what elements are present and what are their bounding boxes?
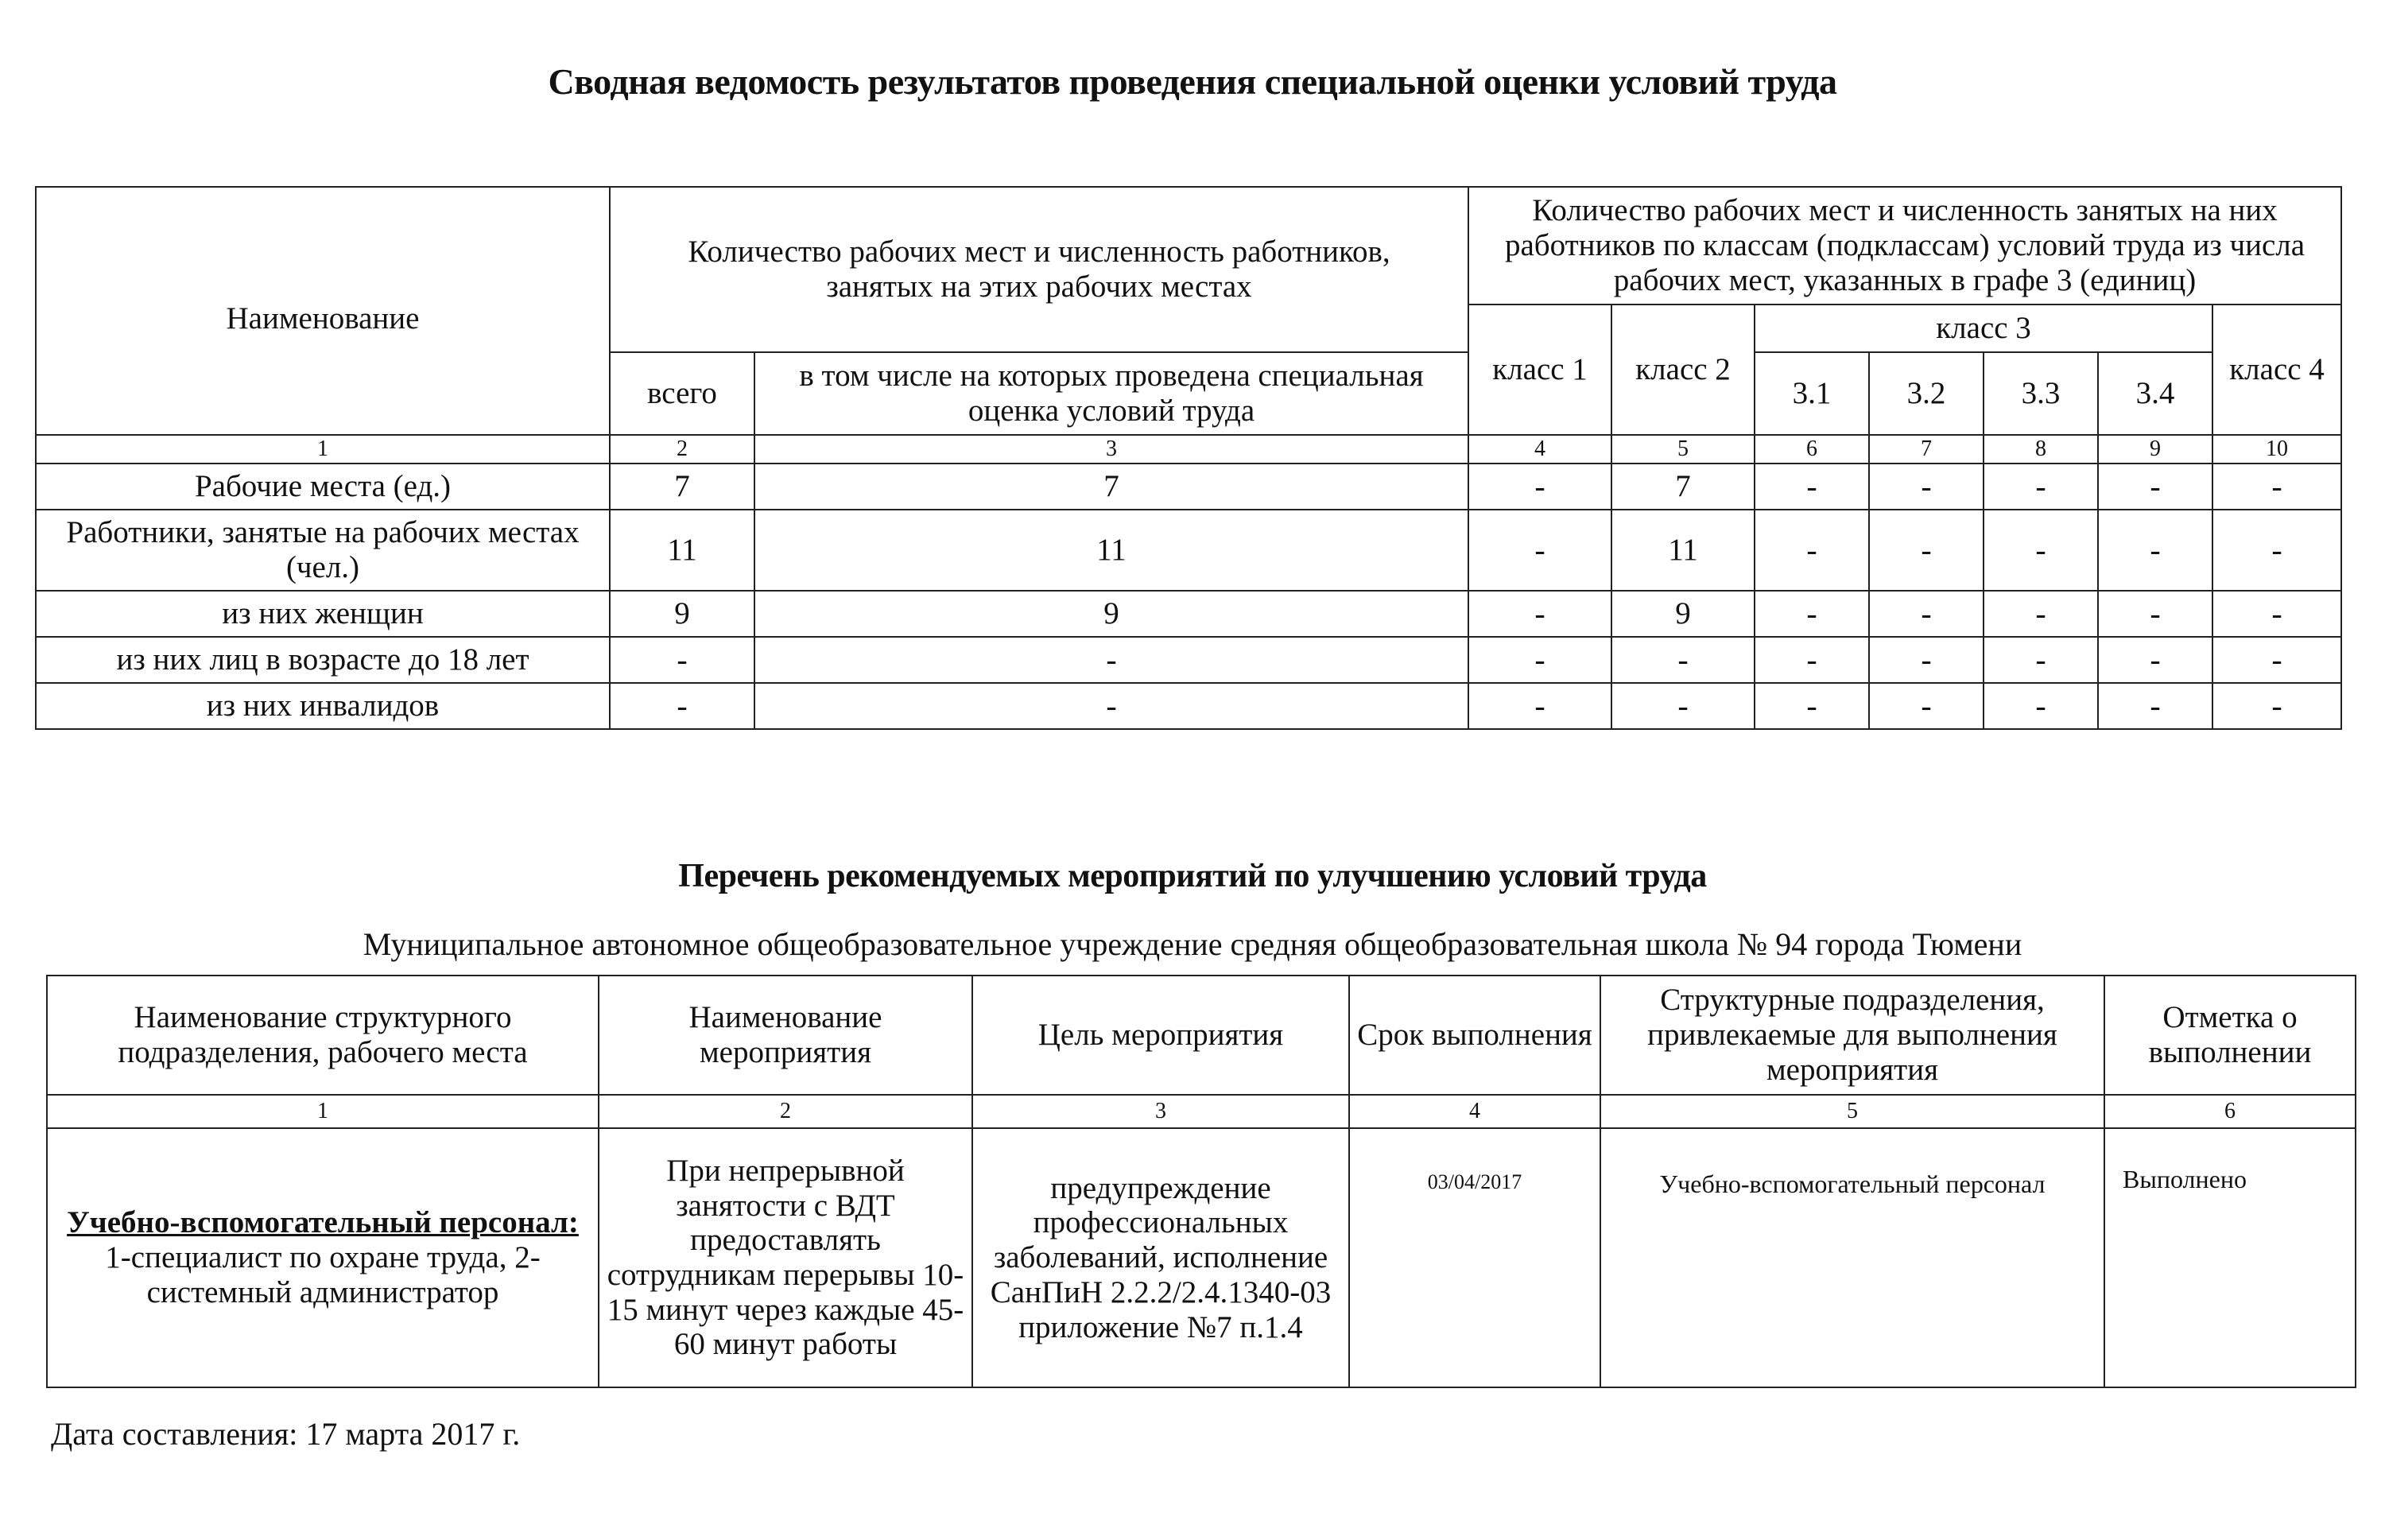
cell-value: - bbox=[2098, 464, 2212, 510]
cell-value: - bbox=[1984, 510, 2098, 591]
cell-value: - bbox=[1611, 637, 1755, 683]
unit-details: 1-специалист по охране труда, 2-системный администратор bbox=[105, 1240, 541, 1309]
goal-cell: предупреждение профессиональных заболеваний, исполнение СанПиН 2.2.2/2.4.1340-03 приложение №7 п.1.4 bbox=[972, 1128, 1349, 1387]
measures-header: Отметка о выполнении bbox=[2104, 976, 2356, 1095]
cell-value: - bbox=[1468, 591, 1611, 637]
measures-header: Наименование мероприятия bbox=[599, 976, 972, 1095]
cell-value: - bbox=[1984, 591, 2098, 637]
table-row bbox=[36, 510, 2341, 591]
measures-header: Наименование структурного подразделения, рабочего места bbox=[47, 976, 599, 1095]
cell-value: - bbox=[1755, 591, 1869, 637]
col-number: 6 bbox=[2104, 1095, 2356, 1128]
row-label: из них лиц в возрасте до 18 лет bbox=[36, 637, 610, 683]
col-number: 2 bbox=[599, 1095, 972, 1128]
col-number: 9 bbox=[2098, 435, 2212, 464]
measures-title: Перечень рекомендуемых мероприятий по улучшению условий труда bbox=[678, 858, 1707, 894]
measures-table bbox=[46, 975, 2356, 1388]
cell-value: 9 bbox=[754, 591, 1468, 637]
measures-header: Структурные подразделения, привлекаемые для выполнения мероприятия bbox=[1600, 976, 2104, 1095]
measure-cell: При непрерывной занятости с ВДТ предоставлять сотрудникам перерывы 10-15 минут через каждые 45-60 минут работы bbox=[599, 1128, 972, 1387]
col-number: 10 bbox=[2212, 435, 2341, 464]
row-label: Работники, занятые на рабочих местах (чел.) bbox=[36, 510, 610, 591]
col-number: 7 bbox=[1869, 435, 1984, 464]
deadline-cell: 03/04/2017 bbox=[1349, 1128, 1600, 1387]
header-sub-3-3: 3.3 bbox=[1984, 352, 2098, 435]
cell-value: 9 bbox=[1611, 591, 1755, 637]
measures-header: Цель мероприятия bbox=[972, 976, 1349, 1095]
cell-value: - bbox=[1468, 464, 1611, 510]
units-cell: Учебно-вспомогательный персонал bbox=[1600, 1128, 2104, 1387]
header-total: всего bbox=[610, 352, 754, 435]
col-number: 5 bbox=[1611, 435, 1755, 464]
cell-value: - bbox=[1869, 637, 1984, 683]
cell-value: - bbox=[2212, 637, 2341, 683]
unit-cell bbox=[47, 1128, 599, 1387]
cell-value: - bbox=[1984, 464, 2098, 510]
cell-value: 7 bbox=[754, 464, 1468, 510]
cell-value: 7 bbox=[1611, 464, 1755, 510]
cell-value: - bbox=[2212, 591, 2341, 637]
col-number: 4 bbox=[1349, 1095, 1600, 1128]
table-row bbox=[36, 637, 2341, 683]
header-sub-3-4: 3.4 bbox=[2098, 352, 2212, 435]
header-group-workplaces: Количество рабочих мест и численность работников, занятых на этих рабочих местах bbox=[610, 187, 1468, 352]
row-label: из них инвалидов bbox=[36, 683, 610, 729]
header-name: Наименование bbox=[36, 187, 610, 435]
cell-value: - bbox=[754, 637, 1468, 683]
unit-title: Учебно-вспомогательный персонал: bbox=[67, 1205, 579, 1240]
table-row bbox=[36, 683, 2341, 729]
cell-value: - bbox=[1468, 510, 1611, 591]
cell-value: - bbox=[2098, 637, 2212, 683]
header-group-classes: Количество рабочих мест и численность занятых на них работников по классам (подклассам) условий труда из числа рабочих мест, указанных в графе 3 (единиц) bbox=[1468, 187, 2341, 305]
col-number: 5 bbox=[1600, 1095, 2104, 1128]
col-number: 2 bbox=[610, 435, 754, 464]
col-number: 6 bbox=[1755, 435, 1869, 464]
cell-value: - bbox=[2098, 510, 2212, 591]
cell-value: - bbox=[1755, 464, 1869, 510]
row-label: из них женщин bbox=[36, 591, 610, 637]
table-row bbox=[36, 591, 2341, 637]
cell-value: - bbox=[2098, 683, 2212, 729]
header-class4: класс 4 bbox=[2212, 305, 2341, 435]
cell-value: 11 bbox=[754, 510, 1468, 591]
cell-value: 7 bbox=[610, 464, 754, 510]
cell-value: - bbox=[1869, 683, 1984, 729]
cell-value: - bbox=[610, 637, 754, 683]
cell-value: - bbox=[1984, 683, 2098, 729]
summary-title: Сводная ведомость результатов проведения специальной оценки условий труда bbox=[548, 61, 1837, 102]
measures-header: Срок выполнения bbox=[1349, 976, 1600, 1095]
status-cell: Выполнено bbox=[2104, 1128, 2356, 1387]
col-number: 3 bbox=[972, 1095, 1349, 1128]
table-row bbox=[47, 1128, 2356, 1387]
cell-value: 11 bbox=[610, 510, 754, 591]
cell-value: - bbox=[1755, 510, 1869, 591]
col-number: 1 bbox=[47, 1095, 599, 1128]
cell-value: - bbox=[1869, 464, 1984, 510]
cell-value: - bbox=[1869, 591, 1984, 637]
cell-value: 9 bbox=[610, 591, 754, 637]
cell-value: - bbox=[2212, 683, 2341, 729]
organization-name: Муниципальное автономное общеобразовательное учреждение средняя общеобразовательная школа № 94 города Тюмени bbox=[363, 926, 2022, 962]
cell-value: - bbox=[1755, 637, 1869, 683]
cell-value: - bbox=[1755, 683, 1869, 729]
header-class2: класс 2 bbox=[1611, 305, 1755, 435]
header-sub-3-2: 3.2 bbox=[1869, 352, 1984, 435]
compiled-date: Дата составления: 17 марта 2017 г. bbox=[51, 1416, 521, 1452]
cell-value: - bbox=[2212, 510, 2341, 591]
col-number: 1 bbox=[36, 435, 610, 464]
col-number: 8 bbox=[1984, 435, 2098, 464]
cell-value: - bbox=[610, 683, 754, 729]
cell-value: - bbox=[1468, 637, 1611, 683]
col-number: 4 bbox=[1468, 435, 1611, 464]
col-number: 3 bbox=[754, 435, 1468, 464]
header-assessed: в том числе на которых проведена специальная оценка условий труда bbox=[754, 352, 1468, 435]
cell-value: - bbox=[2098, 591, 2212, 637]
row-label: Рабочие места (ед.) bbox=[36, 464, 610, 510]
summary-table bbox=[35, 186, 2342, 730]
header-sub-3-1: 3.1 bbox=[1755, 352, 1869, 435]
cell-value: - bbox=[1468, 683, 1611, 729]
cell-value: - bbox=[2212, 464, 2341, 510]
header-class1: класс 1 bbox=[1468, 305, 1611, 435]
table-row bbox=[36, 464, 2341, 510]
cell-value: 11 bbox=[1611, 510, 1755, 591]
cell-value: - bbox=[1984, 637, 2098, 683]
header-class3: класс 3 bbox=[1755, 305, 2212, 352]
cell-value: - bbox=[754, 683, 1468, 729]
cell-value: - bbox=[1611, 683, 1755, 729]
cell-value: - bbox=[1869, 510, 1984, 591]
